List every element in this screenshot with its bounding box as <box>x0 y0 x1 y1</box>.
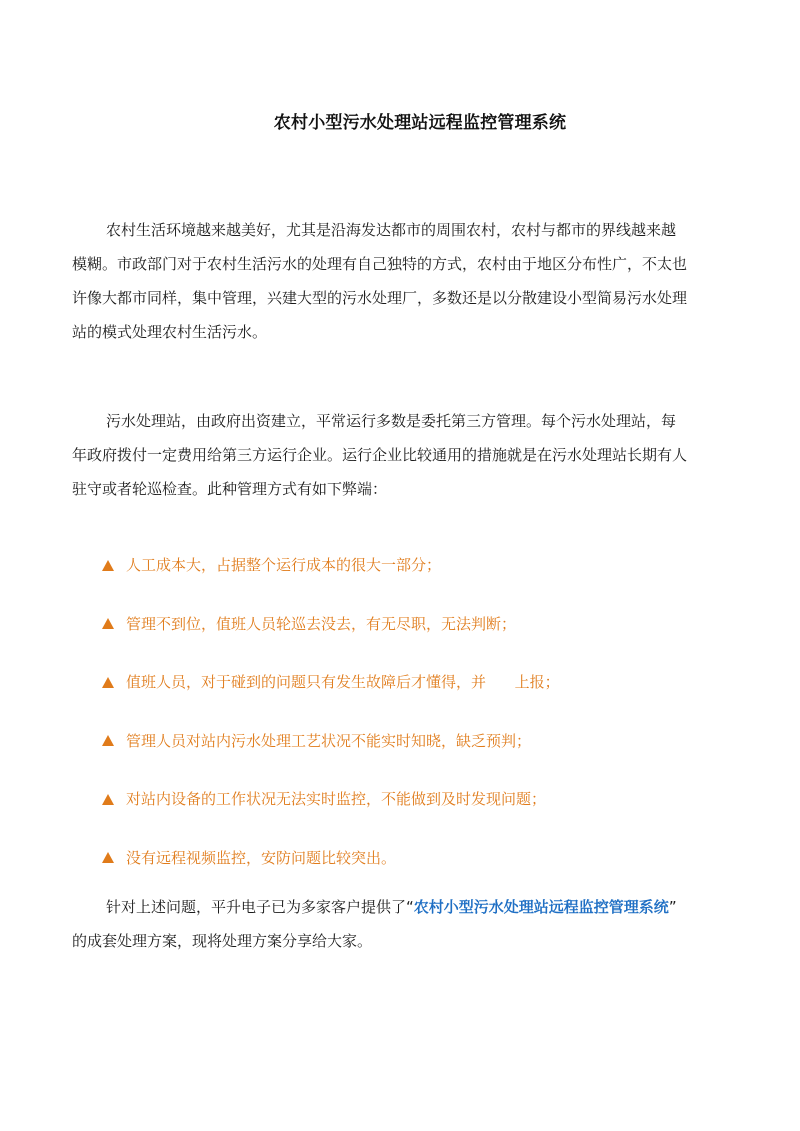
list-item-text: 对站内设备的工作状况无法实时监控，不能做到及时发现问题； <box>126 790 547 808</box>
triangle-bullet-icon <box>102 667 114 697</box>
list-item <box>102 667 560 726</box>
paragraph-line: 模糊。市政部门对于农村生活污水的处理有自己独特的方式，农村由于地区分布性广，不太也 <box>72 255 688 273</box>
triangle-bullet-icon <box>102 784 114 814</box>
paragraph-line: 农村生活环境越来越美好，尤其是沿海发达都市的周围农村，农村与都市的界线越来越 <box>106 221 677 239</box>
document-title: 农村小型污水处理站远程监控管理系统 <box>273 113 567 133</box>
paragraph-line: 污水处理站，由政府出资建立，平常运行多数是委托第三方管理。每个污水处理站，每 <box>106 412 677 430</box>
close-quote: ” <box>668 898 677 916</box>
list-item <box>102 550 560 609</box>
list-item-text: 管理人员对站内污水处理工艺状况不能实时知晓，缺乏预判； <box>126 731 532 750</box>
list-item-text: 没有远程视频监控，安防问题比较突出。 <box>126 848 397 867</box>
paragraph-intro <box>72 213 732 349</box>
triangle-bullet-icon <box>102 843 114 873</box>
paragraph-line: 站的模式处理农村生活污水。 <box>72 323 268 341</box>
list-item-text: 管理不到位，值班人员轮巡去没去，有无尽职，无法判断； <box>126 614 517 633</box>
paragraph-line: 年政府拨付一定费用给第三方运行企业。运行企业比较通用的措施就是在污水处理站长期有人 <box>72 446 688 464</box>
triangle-bullet-icon <box>102 550 114 580</box>
paragraph-line: 许像大都市同样，集中管理，兴建大型的污水处理厂，多数还是以分散建设小型简易污水处理 <box>72 289 688 307</box>
list-item-text: 值班人员，对于碰到的问题只有发生故障后才懂得，并 上报； <box>126 673 560 691</box>
paragraph-line: 驻守或者轮巡检查。此种管理方式有如下弊端： <box>72 480 388 498</box>
paragraph-line: 的成套处理方案，现将处理方案分享给大家。 <box>72 932 373 950</box>
paragraph-line <box>72 890 732 924</box>
triangle-bullet-icon <box>102 609 114 639</box>
paragraph-management <box>72 404 732 506</box>
drawbacks-list <box>102 550 560 901</box>
paragraph-solution <box>72 890 732 958</box>
list-item <box>102 784 560 843</box>
system-name-highlight: 农村小型污水处理站远程监控管理系统 <box>413 898 669 916</box>
list-item-text: 人工成本大，占据整个运行成本的很大一部分； <box>126 556 442 574</box>
triangle-bullet-icon <box>102 726 114 756</box>
list-item <box>102 609 560 668</box>
open-quote: “ <box>406 898 414 916</box>
list-item <box>102 726 560 785</box>
solution-intro-text: 针对上述问题，平升电子已为多家客户提供了 <box>106 898 407 916</box>
